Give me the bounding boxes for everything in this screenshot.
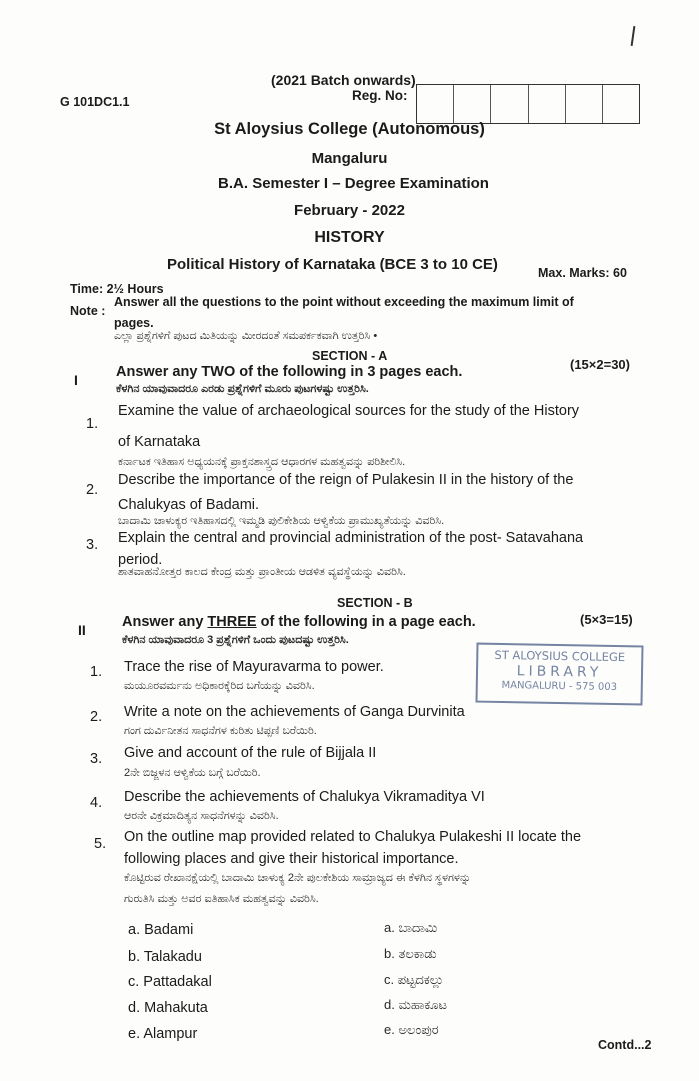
question-b3-text: Give and account of the rule of Bijjala II	[124, 745, 377, 761]
exam-date: February - 2022	[294, 202, 405, 219]
place-kn-b: b. ತಲಕಾಡು	[384, 946, 437, 961]
paper-code: G 101DC1.1	[60, 95, 130, 109]
question-b2-text: Write a note on the achievements of Ganga Durvinita	[124, 704, 465, 720]
question-a2-number: 2.	[86, 482, 99, 498]
question-b1-text: Trace the rise of Mayuravarma to power.	[124, 659, 384, 675]
question-a2-text: Describe the importance of the reign of Pulakesin II in the history of the	[118, 472, 574, 488]
question-b3-number: 3.	[90, 751, 103, 767]
question-b4-number: 4.	[90, 795, 103, 811]
place-en-d: d. Mahakuta	[128, 1000, 208, 1016]
place-kn-c: c. ಪಟ್ಟದಕಲ್ಲು	[384, 972, 444, 987]
question-a2-text-2: Chalukyas of Badami.	[118, 497, 260, 513]
reg-no-boxes	[416, 84, 640, 124]
question-a3-text: Explain the central and provincial administration of the post- Satavahana	[118, 530, 584, 546]
stamp-line-3: MANGALURU - 575 003	[501, 679, 618, 694]
question-b2-number: 2.	[90, 709, 103, 725]
question-b4-kannada: ಆರನೇ ವಿಕ್ರಮಾದಿತ್ಯನ ಸಾಧನೆಗಳನ್ನು ವಿವರಿಸಿ.	[124, 810, 279, 822]
continued-label: Contd...2	[598, 1038, 652, 1052]
place-en-e: e. Alampur	[128, 1026, 198, 1042]
question-b5-kannada: ಕೊಟ್ಟಿರುವ ರೇಖಾನಕ್ಷೆಯಲ್ಲಿ ಬಾದಾಮಿ ಚಾಳುಕ್ಯ 2ನೇ ಪುಲಕೇಶಿಯ ಸಾಮ್ರಾಜ್ಯದ ಈ ಕೆಳಗಿನ ಸ್ಥಳಗಳನ್ನು	[124, 872, 471, 884]
library-stamp	[475, 643, 643, 706]
section-b-instruction-kn: ಕೆಳಗಿನ ಯಾವುವಾದರೂ 3 ಪ್ರಶ್ನೆಗಳಿಗೆ ಒಂದು ಪುಟದಷ್ಟು ಉತ್ತರಿಸಿ.	[122, 634, 349, 646]
section-b-instruction	[122, 614, 476, 630]
section-b-instruction-pre: Answer any	[122, 614, 208, 630]
section-b-heading: SECTION - B	[337, 596, 413, 610]
place-kn-e: e. ಅಲಂಪುರ	[384, 1022, 439, 1037]
question-b4-text: Describe the achievements of Chalukya Vikramaditya VI	[124, 789, 485, 805]
question-a3-text-2: period.	[118, 552, 163, 568]
section-b-marks: (5×3=15)	[580, 612, 633, 627]
paper-title: Political History of Karnataka (BCE 3 to 10 CE)	[167, 256, 498, 273]
stamp-line-2: LIBRARY	[516, 663, 603, 681]
place-en-a: a. Badami	[128, 922, 194, 938]
note-kannada: ಎಲ್ಲಾ ಪ್ರಶ್ನೆಗಳಿಗೆ ಪುಟದ ಮಿತಿಯನ್ನು ಮೀರದಂತೆ ಸಮಪರ್ಕಕವಾಗಿ ಉತ್ತರಿಸಿ •	[114, 330, 378, 342]
section-b-instruction-em: THREE	[207, 614, 257, 630]
question-a1-number: 1.	[86, 416, 99, 432]
place-en-b: b. Talakadu	[128, 949, 202, 965]
place-kn-a: a. ಬಾದಾಮಿ	[384, 920, 438, 935]
corner-mark	[631, 26, 636, 46]
question-a1-text-2: of Karnataka	[118, 434, 201, 450]
stamp-line-1: ST ALOYSIUS COLLEGE	[494, 647, 626, 665]
question-a1-text: Examine the value of archaeological sources for the study of the History	[118, 403, 580, 419]
section-a-instruction: Answer any TWO of the following in 3 pages each.	[116, 364, 463, 380]
city-name: Mangaluru	[311, 150, 388, 167]
question-a3-kannada: ಶಾತವಾಹನೋತ್ತರ ಕಾಲದ ಕೇಂದ್ರ ಮತ್ತು ಪ್ರಾಂತೀಯ ಆಡಳಿತ ವ್ಯವಸ್ಥೆಯನ್ನು ವಿವರಿಸಿ.	[118, 566, 406, 578]
question-b1-number: 1.	[90, 664, 103, 680]
section-b-instruction-post: of the following in a page each.	[256, 614, 476, 630]
question-b1-kannada: ಮಯೂರವರ್ಮನು ಅಧಿಕಾರಕ್ಕೆರಿದ ಬಗೆಯನ್ನು ವಿವರಿಸಿ.	[124, 680, 315, 692]
question-a1-kannada: ಕರ್ನಾಟಕ ಇತಿಹಾಸ ಅಧ್ಯಯನಕ್ಕೆ ಪ್ರಾಕ್ತನಶಾಸ್ತ್ರದ ಆಧಾರಗಳ ಮಹತ್ವವನ್ನು ಪರಿಶೀಲಿಸಿ.	[118, 456, 406, 468]
question-b5-text: On the outline map provided related to Chalukya Pulakeshi II locate the	[124, 829, 582, 845]
question-b3-kannada: 2ನೇ ಬಿಜ್ಜಳನ ಆಳ್ವಿಕೆಯ ಬಗ್ಗೆ ಬರೆಯಿರಿ.	[124, 767, 261, 779]
question-b5-kannada-2: ಗುರುತಿಸಿ ಮತ್ತು ಅವರ ಐತಿಹಾಸಿಕ ಮಹತ್ವವನ್ನು ವಿವರಿಸಿ.	[124, 893, 319, 905]
question-b5-number: 5.	[94, 836, 107, 852]
subject-title: HISTORY	[314, 229, 385, 246]
section-a-roman: I	[74, 372, 78, 388]
section-a-heading: SECTION - A	[312, 349, 388, 363]
college-name: St Aloysius College (Autonomous)	[214, 120, 485, 138]
time-allowed: Time: 2½ Hours	[70, 282, 164, 296]
place-en-c: c. Pattadakal	[128, 974, 212, 990]
question-a3-number: 3.	[86, 537, 99, 553]
question-b2-kannada: ಗಂಗ ದುರ್ವಿನೀತನ ಸಾಧನೆಗಳ ಕುರಿತು ಟಿಪ್ಪಣಿ ಬರೆಯಿರಿ.	[124, 725, 317, 737]
batch-label: (2021 Batch onwards)	[271, 72, 416, 88]
section-b-roman: II	[78, 622, 86, 638]
question-b5-text-2: following places and give their historical importance.	[124, 851, 459, 867]
note-label: Note :	[70, 304, 106, 318]
reg-no-label: Reg. No:	[352, 88, 408, 103]
question-a2-kannada: ಬಾದಾಮಿ ಚಾಳುಕ್ಯರ ಇತಿಹಾಸದಲ್ಲಿ ಇಮ್ಮಡಿ ಪುಲಿಕೇಶಿಯ ಆಳ್ವಿಕೆಯ ಪ್ರಾಮುಖ್ಯತೆಯನ್ನು ವಿವರಿಸಿ.	[118, 515, 445, 527]
section-a-marks: (15×2=30)	[570, 357, 630, 372]
exam-title: B.A. Semester I – Degree Examination	[218, 175, 489, 192]
max-marks: Max. Marks: 60	[538, 266, 627, 280]
note-text: Answer all the questions to the point without exceeding the maximum limit of	[114, 295, 574, 309]
section-a-instruction-kn: ಕೆಳಗಿನ ಯಾವುವಾದರೂ ಎರಡು ಪ್ರಶ್ನೆಗಳಿಗೆ ಮೂರು ಪುಟಗಳಷ್ಟು ಉತ್ತರಿಸಿ.	[116, 383, 369, 395]
place-kn-d: d. ಮಹಾಕೂಟ	[384, 997, 448, 1012]
note-text-2: pages.	[114, 316, 154, 330]
